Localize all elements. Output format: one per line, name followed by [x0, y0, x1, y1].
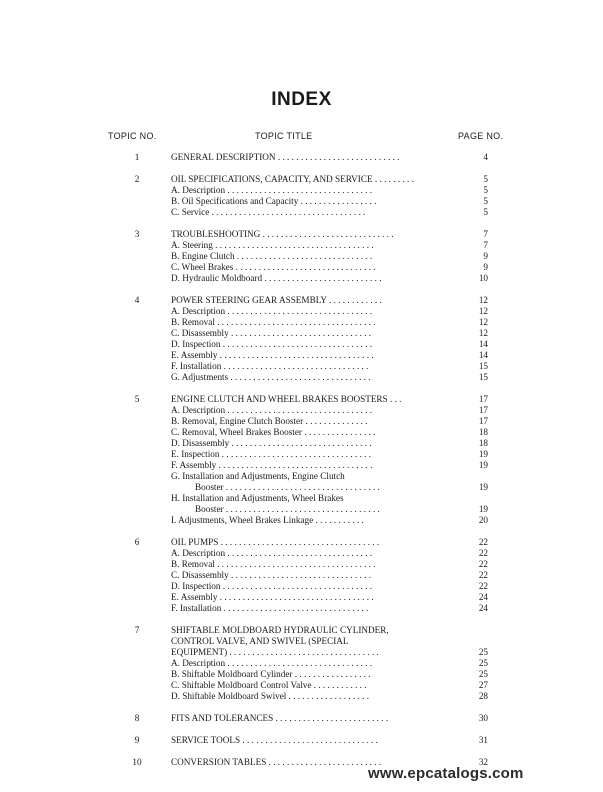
- subtopic-row: [0, 570, 603, 581]
- topic-block: [0, 229, 603, 284]
- subtopic-row: [0, 449, 603, 460]
- page-number: 4: [483, 152, 488, 162]
- page-number: 24: [478, 603, 488, 613]
- subtopic-row: [0, 306, 603, 317]
- topic-title: E. Inspection . . . . . . . . . . . . . . . . . . . . . . . . . . . . . . . . .: [171, 449, 372, 459]
- topic-no-header: TOPIC NO.: [108, 131, 157, 141]
- subtopic-row: [0, 471, 603, 482]
- topic-title: H. Installation and Adjustments, Wheel Brakes: [171, 493, 344, 503]
- subtopic-row: [0, 691, 603, 702]
- page-number: 19: [478, 482, 488, 492]
- topic-row: [0, 295, 603, 306]
- subtopic-row: [0, 240, 603, 251]
- topic-row: [0, 735, 603, 746]
- topic-title: EQUIPMENT) . . . . . . . . . . . . . . . . . . . . . . . . . . . . . . . . .: [171, 647, 379, 657]
- topic-title: D. Inspection . . . . . . . . . . . . . . . . . . . . . . . . . . . . . . . . .: [171, 339, 373, 349]
- subtopic-row: [0, 427, 603, 438]
- page-number: 19: [478, 504, 488, 514]
- topic-number: 5: [134, 394, 140, 404]
- page-number: 12: [478, 306, 488, 316]
- topic-number: 3: [134, 229, 140, 239]
- topic-title: E. Assembly . . . . . . . . . . . . . . . . . . . . . . . . . . . . . . . . . .: [171, 350, 374, 360]
- topic-title: A. Steering . . . . . . . . . . . . . . . . . . . . . . . . . . . . . . . . . . .: [171, 240, 374, 250]
- topic-title: D. Hydraulic Moldboard . . . . . . . . . . . . . . . . . . . . . . . . . .: [171, 273, 382, 283]
- topic-title: OIL SPECIFICATIONS, CAPACITY, AND SERVICE . . . . . . . . .: [171, 174, 414, 184]
- page-number: 18: [478, 438, 488, 448]
- page-number: 22: [478, 581, 488, 591]
- topic-title: C. Shiftable Moldboard Control Valve . . . . . . . . . . . .: [171, 680, 367, 690]
- page-number: 5: [483, 174, 488, 184]
- page-number: 22: [478, 537, 488, 547]
- topic-title: CONTROL VALVE, AND SWIVEL (SPECIAL: [171, 636, 349, 646]
- topic-number: 4: [134, 295, 140, 305]
- topic-title: B. Engine Clutch . . . . . . . . . . . . . . . . . . . . . . . . . . . . . .: [171, 251, 373, 261]
- subtopic-row: [0, 680, 603, 691]
- topic-title: C. Removal, Wheel Brakes Booster . . . . . . . . . . . . . . . .: [171, 427, 376, 437]
- page-number: 28: [478, 691, 488, 701]
- topic-title: CONVERSION TABLES . . . . . . . . . . . . . . . . . . . . . . . . .: [171, 757, 382, 767]
- topic-title-header: TOPIC TITLE: [255, 131, 313, 141]
- topic-block: [0, 537, 603, 614]
- topic-title: B. Removal, Engine Clutch Booster . . . . . . . . . . . . . .: [171, 416, 368, 426]
- subtopic-row: [0, 504, 603, 515]
- page-number: 5: [483, 207, 488, 217]
- topic-title: G. Installation and Adjustments, Engine Clutch: [171, 471, 345, 481]
- subtopic-row: [0, 273, 603, 284]
- topic-number: 2: [134, 174, 140, 184]
- subtopic-row: [0, 493, 603, 504]
- page-number: 18: [478, 427, 488, 437]
- page-number: 7: [483, 229, 488, 239]
- subtopic-row: [0, 251, 603, 262]
- page-number: 20: [478, 515, 488, 525]
- topic-title: B. Shiftable Moldboard Cylinder . . . . . . . . . . . . . . . . .: [171, 669, 371, 679]
- topic-title: ENGINE CLUTCH AND WHEEL BRAKES BOOSTERS . . .: [171, 394, 402, 404]
- topic-title: D. Shiftable Moldboard Swivel . . . . . . . . . . . . . . . . . .: [171, 691, 370, 701]
- topic-title: TROUBLESHOOTING . . . . . . . . . . . . . . . . . . . . . . . . . . . . .: [171, 229, 394, 239]
- page-number: 22: [478, 559, 488, 569]
- page-number: 22: [478, 548, 488, 558]
- topic-title: I. Adjustments, Wheel Brakes Linkage . . . . . . . . . . .: [171, 515, 364, 525]
- topic-title: A. Description . . . . . . . . . . . . . . . . . . . . . . . . . . . . . . . .: [171, 405, 373, 415]
- page-number: 7: [483, 240, 488, 250]
- page-number: 22: [478, 570, 488, 580]
- topic-title: D. Disassembly . . . . . . . . . . . . . . . . . . . . . . . . . . . . . . .: [171, 438, 372, 448]
- subtopic-row: [0, 317, 603, 328]
- topic-title: A. Description . . . . . . . . . . . . . . . . . . . . . . . . . . . . . . . .: [171, 658, 373, 668]
- topic-number: 6: [134, 537, 140, 547]
- topic-title: C. Disassembly . . . . . . . . . . . . . . . . . . . . . . . . . . . . . . .: [171, 328, 372, 338]
- page-number: 14: [478, 339, 488, 349]
- page-number: 25: [478, 658, 488, 668]
- topic-title: C. Wheel Brakes . . . . . . . . . . . . . . . . . . . . . . . . . . . . . . .: [171, 262, 376, 272]
- subtopic-row: [0, 438, 603, 449]
- subtopic-row: [0, 482, 603, 493]
- subtopic-row: [0, 196, 603, 207]
- topic-row: [0, 647, 603, 658]
- page-number: 25: [478, 647, 488, 657]
- topic-block: [0, 625, 603, 702]
- page-no-header: PAGE NO.: [458, 131, 504, 141]
- topic-title: G. Adjustments . . . . . . . . . . . . . . . . . . . . . . . . . . . . . . .: [171, 372, 371, 382]
- subtopic-row: [0, 185, 603, 196]
- topic-row: [0, 713, 603, 724]
- topic-block: [0, 174, 603, 218]
- page-number: 14: [478, 350, 488, 360]
- topic-title: F. Installation . . . . . . . . . . . . . . . . . . . . . . . . . . . . . . . .: [171, 361, 369, 371]
- subtopic-row: [0, 669, 603, 680]
- topic-title: A. Description . . . . . . . . . . . . . . . . . . . . . . . . . . . . . . . .: [171, 185, 373, 195]
- subtopic-row: [0, 548, 603, 559]
- page-number: 17: [478, 405, 488, 415]
- page-title: INDEX: [271, 89, 332, 110]
- topic-title: POWER STEERING GEAR ASSEMBLY . . . . . . . . . . . .: [171, 295, 382, 305]
- page-number: 9: [483, 262, 488, 272]
- topic-title: Booster . . . . . . . . . . . . . . . . . . . . . . . . . . . . . . . . . .: [195, 482, 380, 492]
- topic-number: 8: [134, 713, 140, 723]
- topic-title: Booster . . . . . . . . . . . . . . . . . . . . . . . . . . . . . . . . . .: [195, 504, 380, 514]
- topic-title: SERVICE TOOLS . . . . . . . . . . . . . . . . . . . . . . . . . . . . . .: [171, 735, 378, 745]
- topic-number: 1: [134, 152, 140, 162]
- subtopic-row: [0, 603, 603, 614]
- page-number: 15: [478, 361, 488, 371]
- page-number: 12: [478, 328, 488, 338]
- topic-title: FITS AND TOLERANCES . . . . . . . . . . . . . . . . . . . . . . . . .: [171, 713, 389, 723]
- topic-title: C. Disassembly . . . . . . . . . . . . . . . . . . . . . . . . . . . . . . .: [171, 570, 372, 580]
- subtopic-row: [0, 515, 603, 526]
- topic-number: 7: [134, 625, 140, 635]
- subtopic-row: [0, 581, 603, 592]
- topic-title: C. Service . . . . . . . . . . . . . . . . . . . . . . . . . . . . . . . . . .: [171, 207, 366, 217]
- subtopic-row: [0, 559, 603, 570]
- topic-title: GENERAL DESCRIPTION . . . . . . . . . . . . . . . . . . . . . . . . . . .: [171, 152, 400, 162]
- page-number: 19: [478, 460, 488, 470]
- page-number: 5: [483, 196, 488, 206]
- watermark: www.epcatalogs.com: [368, 765, 524, 782]
- subtopic-row: [0, 328, 603, 339]
- page-number: 25: [478, 669, 488, 679]
- topic-title: SHIFTABLE MOLDBOARD HYDRAULIC CYLINDER,: [171, 625, 389, 635]
- subtopic-row: [0, 460, 603, 471]
- topic-row: [0, 394, 603, 405]
- page-number: 12: [478, 317, 488, 327]
- topic-row: [0, 537, 603, 548]
- page-number: 17: [478, 416, 488, 426]
- topic-title: A. Description . . . . . . . . . . . . . . . . . . . . . . . . . . . . . . . .: [171, 306, 373, 316]
- topic-title: B. Removal . . . . . . . . . . . . . . . . . . . . . . . . . . . . . . . . . . .: [171, 317, 376, 327]
- subtopic-row: [0, 592, 603, 603]
- topic-row: [0, 174, 603, 185]
- subtopic-row: [0, 372, 603, 383]
- page-number: 9: [483, 251, 488, 261]
- topic-row: [0, 625, 603, 636]
- topic-block: [0, 152, 603, 163]
- page-number: 15: [478, 372, 488, 382]
- topic-row: [0, 152, 603, 163]
- topic-block: [0, 713, 603, 724]
- topic-title: E. Assembly . . . . . . . . . . . . . . . . . . . . . . . . . . . . . . . . . .: [171, 592, 374, 602]
- topic-row: [0, 229, 603, 240]
- topic-number: 9: [134, 735, 140, 745]
- page-number: 5: [483, 185, 488, 195]
- subtopic-row: [0, 416, 603, 427]
- topic-title: D. Inspection . . . . . . . . . . . . . . . . . . . . . . . . . . . . . . . . .: [171, 581, 373, 591]
- topic-block: [0, 295, 603, 383]
- page-number: 24: [478, 592, 488, 602]
- subtopic-row: [0, 405, 603, 416]
- page-number: 27: [478, 680, 488, 690]
- page-number: 31: [478, 735, 488, 745]
- subtopic-row: [0, 658, 603, 669]
- page-number: 30: [478, 713, 488, 723]
- topic-row: [0, 636, 603, 647]
- subtopic-row: [0, 339, 603, 350]
- topic-title: A. Description . . . . . . . . . . . . . . . . . . . . . . . . . . . . . . . .: [171, 548, 373, 558]
- subtopic-row: [0, 207, 603, 218]
- page-number: 32: [478, 757, 488, 767]
- subtopic-row: [0, 350, 603, 361]
- topic-title: F. Assembly . . . . . . . . . . . . . . . . . . . . . . . . . . . . . . . . . .: [171, 460, 373, 470]
- subtopic-row: [0, 361, 603, 372]
- page-number: 17: [478, 394, 488, 404]
- topic-title: B. Removal . . . . . . . . . . . . . . . . . . . . . . . . . . . . . . . . . . .: [171, 559, 376, 569]
- topic-number: 10: [132, 757, 142, 767]
- topic-block: [0, 394, 603, 526]
- subtopic-row: [0, 262, 603, 273]
- page-number: 19: [478, 449, 488, 459]
- page-number: 12: [478, 295, 488, 305]
- page-number: 10: [478, 273, 488, 283]
- topic-title: F. Installation . . . . . . . . . . . . . . . . . . . . . . . . . . . . . . . .: [171, 603, 369, 613]
- topic-title: B. Oil Specifications and Capacity . . . . . . . . . . . . . . . . .: [171, 196, 377, 206]
- topic-block: [0, 735, 603, 746]
- index-table: [0, 152, 603, 768]
- topic-title: OIL PUMPS . . . . . . . . . . . . . . . . . . . . . . . . . . . . . . . . . . .: [171, 537, 380, 547]
